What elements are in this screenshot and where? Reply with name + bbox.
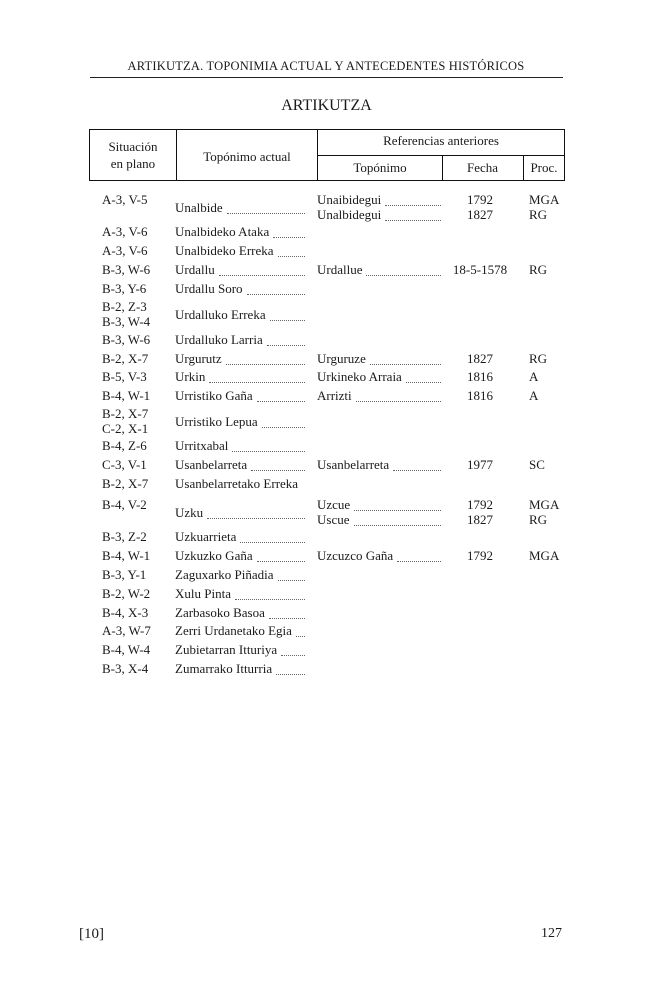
toponimo-leader-dots (267, 345, 305, 346)
ref-fecha-cell: 1792 (467, 548, 493, 563)
toponimo-actual-cell: Urkin (175, 369, 206, 384)
situacion-cell: B-4, Z-6 (102, 438, 147, 453)
situacion-cell: C-2, X-1 (102, 421, 149, 436)
ref-leader-dots (366, 275, 441, 276)
toponimo-leader-dots (219, 275, 305, 276)
toponimo-leader-dots (257, 561, 305, 562)
toponimo-leader-dots (278, 580, 305, 581)
situacion-cell: B-4, V-2 (102, 497, 147, 512)
ref-leader-dots (385, 220, 441, 221)
toponimo-leader-dots (296, 636, 305, 637)
ref-fecha-cell: 1827 (467, 512, 493, 527)
situacion-cell: B-4, W-1 (102, 548, 151, 563)
toponimo-actual-cell: Usanbelarretako Erreka (175, 476, 299, 491)
ref-toponimo-cell: Urguruze (317, 351, 366, 366)
ref-proc-cell: MGA (529, 497, 560, 512)
toponimo-leader-dots (227, 213, 305, 214)
toponimo-actual-cell: Uzkuarrieta (175, 529, 237, 544)
header-toponimo-actual (176, 129, 318, 181)
ref-leader-dots (385, 205, 441, 206)
ref-fecha-cell: 1827 (467, 207, 493, 222)
situacion-cell: B-3, W-4 (102, 314, 151, 329)
ref-toponimo-cell: Usanbelarreta (317, 457, 390, 472)
toponimo-actual-cell: Usanbelarreta (175, 457, 248, 472)
ref-toponimo-cell: Uzcuzco Gaña (317, 548, 394, 563)
toponimo-leader-dots (276, 674, 305, 675)
toponimo-actual-cell: Unalbideko Erreka (175, 243, 274, 258)
situacion-cell: B-2, X-7 (102, 351, 149, 366)
section-title: ARTIKUTZA (281, 97, 372, 114)
toponimo-leader-dots (207, 518, 305, 519)
situacion-cell: A-3, V-5 (102, 192, 148, 207)
header-referencias-subrow (318, 155, 564, 181)
ref-fecha-cell: 1977 (467, 457, 493, 472)
ref-leader-dots (354, 525, 441, 526)
ref-proc-cell: A (529, 369, 539, 384)
toponimo-leader-dots (278, 256, 305, 257)
toponimo-actual-cell: Urdalluko Larria (175, 332, 263, 347)
ref-fecha-cell: 1816 (467, 388, 493, 403)
ref-proc-cell: RG (529, 512, 548, 527)
ref-leader-dots (370, 364, 441, 365)
toponimo-actual-cell: Zerri Urdanetako Egia (175, 623, 292, 638)
situacion-cell: C-3, V-1 (102, 457, 147, 472)
situacion-cell: B-4, W-1 (102, 388, 151, 403)
situacion-cell: B-2, X-7 (102, 406, 149, 421)
toponimo-actual-cell: Urdallu Soro (175, 281, 243, 296)
toponimo-actual-cell: Urdallu (175, 262, 215, 277)
toponimo-leader-dots (269, 618, 305, 619)
toponimo-actual-cell: Zumarrako Itturria (175, 661, 273, 676)
ref-fecha-cell: 1792 (467, 497, 493, 512)
header-rule (90, 77, 563, 78)
ref-toponimo-cell: Arrizti (317, 388, 352, 403)
toponimo-leader-dots (251, 470, 305, 471)
ref-leader-dots (354, 510, 441, 511)
toponimo-leader-dots (232, 451, 305, 452)
toponimo-leader-dots (235, 599, 305, 600)
running-head: ARTIKUTZA. TOPONIMIA ACTUAL Y ANTECEDENTES HISTÓRICOS (127, 59, 525, 73)
toponimo-actual-cell: Zubietarran Itturiya (175, 642, 278, 657)
page-number: 127 (541, 926, 562, 941)
ref-fecha-cell: 1827 (467, 351, 493, 366)
header-ref-toponimo: Topónimo (318, 156, 443, 181)
ref-toponimo-cell: Unaibidegui (317, 192, 382, 207)
situacion-cell: B-3, Y-1 (102, 567, 147, 582)
header-referencias-label: Referencias anteriores (383, 133, 499, 148)
situacion-cell: B-3, Z-2 (102, 529, 147, 544)
situacion-cell: B-2, Z-3 (102, 299, 147, 314)
ref-proc-cell: RG (529, 351, 548, 366)
ref-leader-dots (393, 470, 441, 471)
page-ref-left: [10] (79, 926, 104, 942)
header-ref-proc: Proc. (530, 160, 558, 175)
toponimo-actual-cell: Uzkuzko Gaña (175, 548, 253, 563)
situacion-cell: B-2, X-7 (102, 476, 149, 491)
situacion-cell: B-3, Y-6 (102, 281, 147, 296)
ref-proc-cell: MGA (529, 192, 560, 207)
toponimo-leader-dots (281, 655, 305, 656)
ref-proc-cell: SC (529, 457, 545, 472)
ref-fecha-cell: 18-5-1578 (452, 262, 508, 277)
toponimo-actual-cell: Urristiko Lepua (175, 413, 258, 429)
ref-toponimo-cell: Urkineko Arraia (317, 369, 402, 384)
toponimo-actual-cell: Urritxabal (175, 438, 229, 453)
situacion-cell: B-3, W-6 (102, 332, 151, 347)
ref-toponimo-cell: Uzcue (317, 497, 351, 512)
toponimo-actual-cell: Unalbideko Ataka (175, 224, 270, 239)
ref-leader-dots (356, 401, 441, 402)
toponimo-actual-cell: Unalbide (175, 199, 223, 215)
toponimo-leader-dots (257, 401, 305, 402)
header-situacion (89, 129, 177, 181)
ref-leader-dots (406, 382, 441, 383)
situacion-cell: A-3, V-6 (102, 224, 148, 239)
header-situacion-line1: Situación (108, 139, 158, 154)
situacion-cell: B-5, V-3 (102, 369, 147, 384)
ref-proc-cell: A (529, 388, 539, 403)
ref-fecha-cell: 1792 (467, 192, 493, 207)
situacion-cell: B-4, X-3 (102, 605, 149, 620)
toponimo-leader-dots (209, 382, 305, 383)
toponimo-leader-dots (273, 237, 305, 238)
ref-leader-dots (397, 561, 441, 562)
toponimo-leader-dots (247, 294, 305, 295)
situacion-cell: A-3, W-7 (102, 623, 151, 638)
toponimo-actual-cell: Zaguxarko Piñadia (175, 567, 274, 582)
toponimo-actual-cell: Zarbasoko Basoa (175, 605, 265, 620)
toponimo-actual-cell: Urristiko Gaña (175, 388, 253, 403)
situacion-cell: B-3, W-6 (102, 262, 151, 277)
toponimo-leader-dots (226, 364, 305, 365)
toponimo-leader-dots (240, 542, 305, 543)
toponimo-actual-cell: Urdalluko Erreka (175, 306, 266, 322)
ref-proc-cell: RG (529, 262, 548, 277)
toponimo-leader-dots (270, 320, 305, 321)
situacion-cell: B-3, X-4 (102, 661, 149, 676)
toponimo-actual-cell: Xulu Pinta (175, 586, 231, 601)
situacion-cell: B-4, W-4 (102, 642, 151, 657)
situacion-cell: B-2, W-2 (102, 586, 151, 601)
situacion-cell: A-3, V-6 (102, 243, 148, 258)
ref-fecha-cell: 1816 (467, 369, 493, 384)
ref-toponimo-cell: Urdallue (317, 262, 363, 277)
toponimo-leader-dots (262, 427, 305, 428)
toponimo-actual-cell: Urgurutz (175, 351, 222, 366)
header-ref-fecha: Fecha (442, 156, 524, 181)
ref-toponimo-cell: Uscue (317, 512, 350, 527)
header-toponimo-actual-label: Topónimo actual (203, 149, 291, 164)
ref-toponimo-cell: Unalbidegui (317, 207, 382, 222)
header-referencias (317, 129, 565, 181)
ref-proc-cell: RG (529, 207, 548, 222)
ref-proc-cell: MGA (529, 548, 560, 563)
header-situacion-line2: en plano (110, 156, 156, 171)
toponimo-actual-cell: Uzku (175, 504, 204, 520)
